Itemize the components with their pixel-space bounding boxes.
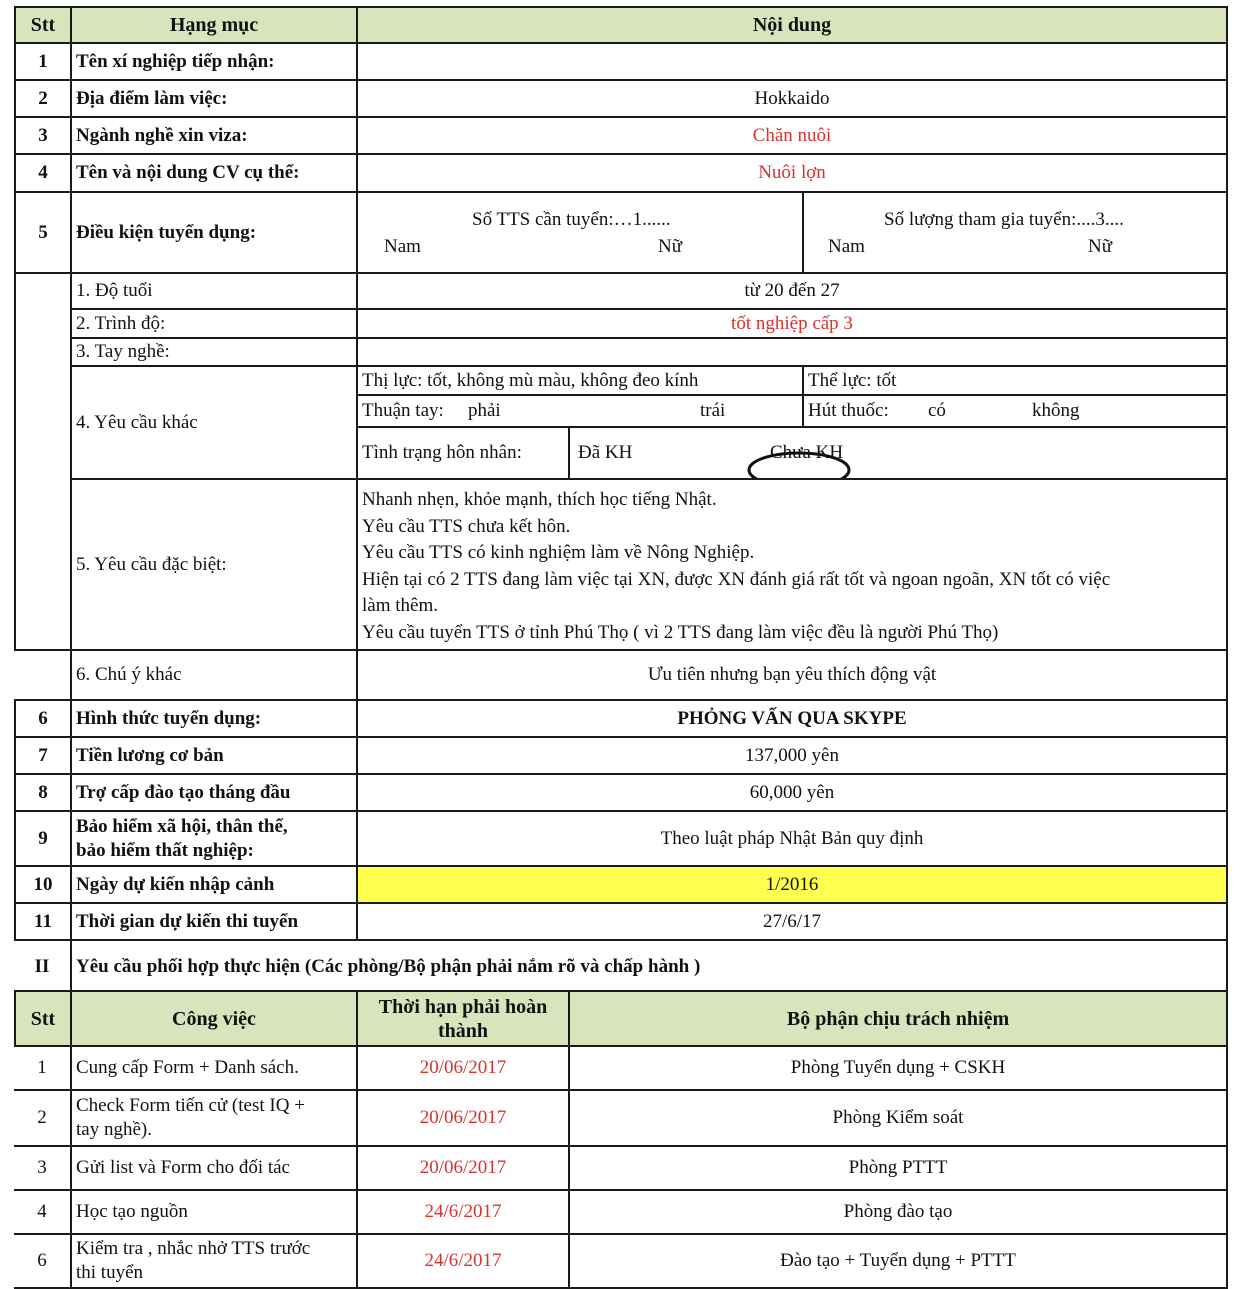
row-10-value: 1/2016 — [356, 865, 1228, 904]
needed-female: Nữ — [658, 236, 683, 257]
row-1-no: 1 — [14, 42, 72, 81]
task-deadline: 24/6/2017 — [356, 1233, 570, 1289]
row-7-label: Tiền lương cơ bản — [70, 736, 358, 775]
task-job-line1: Check Form tiến cử (test IQ + — [76, 1095, 305, 1116]
participants-male: Nam — [828, 236, 865, 257]
marital-single: Chưa KH — [770, 442, 844, 463]
row-1-label: Tên xí nghiệp tiếp nhận: — [70, 42, 358, 81]
task-dept: Phòng Tuyển dụng + CSKH — [568, 1045, 1228, 1091]
special-line: Yêu cầu tuyển TTS ở tỉnh Phú Thọ ( vì 2 TTS đang làm việc đều là người Phú Thọ) — [362, 621, 999, 643]
row-11-value: 27/6/17 — [356, 902, 1228, 941]
row-3-value: Chăn nuôi — [356, 116, 1228, 155]
section-2-no: II — [14, 939, 72, 992]
row-3-no: 3 — [14, 116, 72, 155]
tasks-header-job: Công việc — [70, 990, 358, 1047]
tasks-header-deadline-line1: Thời hạn phải hoàn — [378, 995, 548, 1018]
skill-label: 3. Tay nghề: — [70, 337, 358, 367]
row-6-label: Hình thức tuyển dụng: — [70, 699, 358, 738]
edu-value: tốt nghiệp cấp 3 — [356, 308, 1228, 339]
row-5-needed-cell — [356, 191, 804, 274]
task-job — [70, 1233, 358, 1289]
task-job: Học tạo nguồn — [70, 1189, 358, 1235]
row-5-label: Điều kiện tuyển dụng: — [70, 191, 358, 274]
special-line: Hiện tại có 2 TTS đang làm việc tại XN, được XN đánh giá rất tốt và ngoan ngoãn, XN tốt có việc — [362, 568, 1111, 590]
hand-label: Thuận tay: — [362, 400, 444, 421]
row-4-value: Nuôi lợn — [356, 153, 1228, 193]
header-stt: Stt — [14, 6, 72, 44]
tasks-header-stt: Stt — [14, 990, 72, 1047]
task-dept: Đào tạo + Tuyển dụng + PTTT — [568, 1233, 1228, 1289]
tasks-header-deadline-line2: thành — [437, 1019, 489, 1042]
marital-married: Đã KH — [578, 442, 633, 463]
fitness-cell: Thể lực: tốt — [802, 365, 1228, 396]
row-9-label — [70, 810, 358, 867]
task-dept: Phòng đào tạo — [568, 1189, 1228, 1235]
row-10-label: Ngày dự kiến nhập cảnh — [70, 865, 358, 904]
row-11-no: 11 — [14, 902, 72, 941]
note-label: 6. Chú ý khác — [70, 649, 358, 701]
row-2-label: Địa điểm làm việc: — [70, 79, 358, 118]
special-line: Nhanh nhẹn, khỏe mạnh, thích học tiếng Nhật. — [362, 489, 717, 510]
row-9-no: 9 — [14, 810, 72, 867]
age-value: từ 20 đến 27 — [356, 272, 1228, 310]
row-6-value: PHỎNG VẤN QUA SKYPE — [356, 699, 1228, 738]
special-label: 5. Yêu cầu đặc biệt: — [70, 478, 358, 651]
smoke-label: Hút thuốc: — [808, 400, 889, 421]
hand-left: trái — [700, 400, 726, 421]
marital-cell — [568, 426, 1228, 480]
header-category: Hạng mục — [70, 6, 358, 44]
age-label: 1. Độ tuổi — [70, 272, 358, 310]
task-job-line2: tay nghề). — [76, 1119, 152, 1140]
row-4-no: 4 — [14, 153, 72, 193]
row-7-no: 7 — [14, 736, 72, 775]
task-job-line1: Kiểm tra , nhắc nhở TTS trước — [76, 1238, 311, 1259]
task-no: 1 — [14, 1045, 72, 1091]
task-deadline: 20/06/2017 — [356, 1045, 570, 1091]
row-9-label-line1: Bảo hiểm xã hội, thân thể, — [76, 815, 288, 837]
vision-cell: Thị lực: tốt, không mù màu, không đeo kính — [356, 365, 804, 396]
special-line: làm thêm. — [362, 595, 438, 616]
task-job-line2: thi tuyển — [76, 1262, 144, 1283]
tasks-header-dept: Bộ phận chịu trách nhiệm — [568, 990, 1228, 1047]
task-job: Cung cấp Form + Danh sách. — [70, 1045, 358, 1091]
task-deadline: 20/06/2017 — [356, 1089, 570, 1147]
hand-right: phải — [468, 400, 501, 421]
conditions-stt-blank — [14, 272, 72, 651]
skill-value — [356, 337, 1228, 367]
task-deadline: 20/06/2017 — [356, 1145, 570, 1191]
participants-female: Nữ — [1088, 236, 1113, 257]
smoke-cell — [802, 394, 1228, 428]
row-8-value: 60,000 yên — [356, 773, 1228, 812]
task-dept: Phòng PTTT — [568, 1145, 1228, 1191]
special-line: Yêu cầu TTS chưa kết hôn. — [362, 515, 571, 537]
task-job: Gửi list và Form cho đối tác — [70, 1145, 358, 1191]
task-no: 2 — [14, 1089, 72, 1147]
task-no: 4 — [14, 1189, 72, 1235]
row-4-label: Tên và nội dung CV cụ thể: — [70, 153, 358, 193]
header-content: Nội dung — [356, 6, 1228, 44]
row-5-participants-cell — [802, 191, 1228, 274]
special-content — [356, 478, 1228, 651]
section-2-title: Yêu cầu phối hợp thực hiện (Các phòng/Bộ phận phải nắm rõ và chấp hành ) — [70, 939, 1228, 992]
smoke-yes: có — [928, 400, 946, 421]
row-6-no: 6 — [14, 699, 72, 738]
row-11-label: Thời gian dự kiến thi tuyển — [70, 902, 358, 941]
row-9-label-line2: bảo hiểm thất nghiệp: — [76, 839, 254, 861]
note-value: Ưu tiên nhưng bạn yêu thích động vật — [356, 649, 1228, 701]
row-9-value: Theo luật pháp Nhật Bản quy định — [356, 810, 1228, 867]
row-8-label: Trợ cấp đào tạo tháng đầu — [70, 773, 358, 812]
needed-male: Nam — [384, 236, 421, 257]
smoke-no: không — [1032, 400, 1080, 421]
needed-count: Số TTS cần tuyển:…1...... — [472, 209, 671, 230]
task-job — [70, 1089, 358, 1147]
row-8-no: 8 — [14, 773, 72, 812]
row-5-no: 5 — [14, 191, 72, 274]
participants-count: Số lượng tham gia tuyển:....3.... — [884, 209, 1124, 230]
hand-cell — [356, 394, 804, 428]
task-dept: Phòng Kiểm soát — [568, 1089, 1228, 1147]
other-label: 4. Yêu cầu khác — [70, 365, 358, 480]
edu-label: 2. Trình độ: — [70, 308, 358, 339]
row-10-no: 10 — [14, 865, 72, 904]
row-2-no: 2 — [14, 79, 72, 118]
row-1-value — [356, 42, 1228, 81]
tasks-header-deadline — [356, 990, 570, 1047]
task-deadline: 24/6/2017 — [356, 1189, 570, 1235]
task-no: 6 — [14, 1233, 72, 1289]
task-no: 3 — [14, 1145, 72, 1191]
special-line: Yêu cầu TTS có kinh nghiệm làm về Nông Nghiệp. — [362, 542, 755, 563]
marital-label: Tình trạng hôn nhân: — [356, 426, 570, 480]
row-3-label: Ngành nghề xin viza: — [70, 116, 358, 155]
row-7-value: 137,000 yên — [356, 736, 1228, 775]
row-2-value: Hokkaido — [356, 79, 1228, 118]
